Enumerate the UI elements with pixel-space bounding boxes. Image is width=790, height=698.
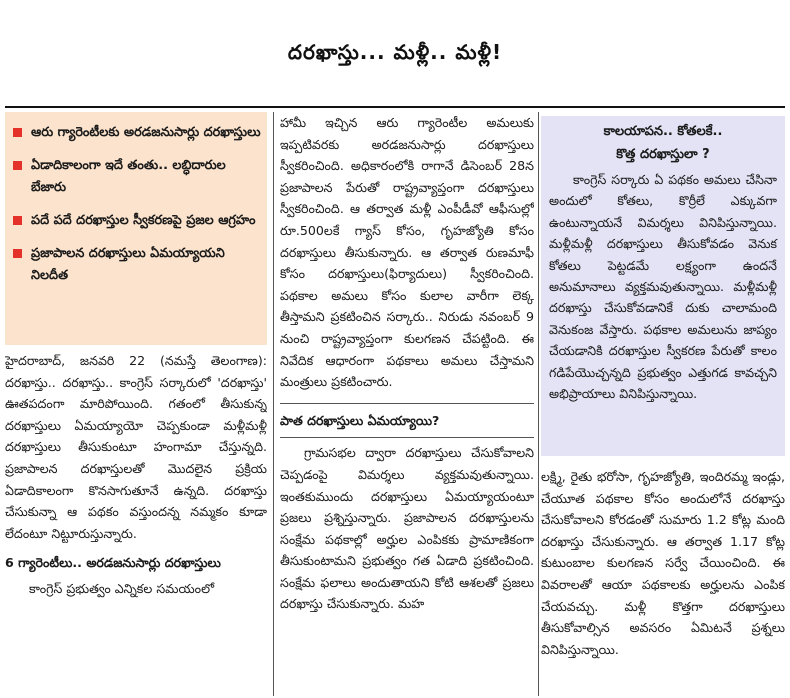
highlight-item: ప్రజాపాలన దరఖాస్తులు ఏమయ్యాయని నిలదీత xyxy=(13,243,261,287)
highlights-list xyxy=(5,122,267,287)
headline-rule xyxy=(5,106,785,108)
column-divider xyxy=(273,112,274,696)
square-bullet-icon xyxy=(13,216,22,225)
highlight-item: ఏడాదికాలంగా ఇదే తంతు.. లబ్ధిదారుల బేజారు xyxy=(13,155,261,199)
highlights-box xyxy=(5,112,267,345)
paragraph: గ్రామసభల ద్వారా దరఖాస్తులు చేసుకోవాలని చెప్పడంపై విమర్శలు వ్యక్తమవుతున్నాయి. ఇంతకుముందు దరఖాస్తులు ఏమయ్యాయంటూ ప్రజలు ప్రశ్నిస్తున్నారు. ప్రజాపాలన దరఖాస్తులను సంక్షేమ పథకాల్లో అర్హుల ఎంపికకు ప్రామాణికంగా తీసుకుంటామని ప్రభుత్వం గత ఏడాది ప్రకటించింది. సంక్షేమ ఫలాలు అందుతాయని కోటి ఆశలతో ప్రజలు దరఖాస్తు చేసుకున్నారు. మహ xyxy=(280,437,534,615)
sidebar-subtitle: కొత్త దరఖాస్తులా ? xyxy=(616,147,710,162)
headline: దరఖాస్తు... మళ్లీ.. మళ్లీ! xyxy=(287,39,503,64)
highlight-item: పదే పదే దరఖాస్తుల స్వీకరణపై ప్రజల ఆగ్రహం xyxy=(13,210,261,232)
column-divider xyxy=(538,112,539,696)
sidebar-title: కాలయాపన.. కోతలకే.. xyxy=(603,124,723,139)
sidebar-body: కాంగ్రెస్ సర్కారు ఏ పథకం అమలు చేసినా అందులో కోతలు, కొర్రీలే ఎక్కువగా ఉంటున్నాయనే విమర్శలు వినిపిస్తున్నాయి. మళ్లీమళ్లీ దరఖాస్తులు తీసుకోవడం వెనుక కోతలు పెట్టడమే లక్ష్యంగా ఉందనే అనుమానాలు వ్యక్తమవుతున్నాయి. మళ్లీమళ్లీ దరఖాస్తు చేసుకోవడానికే దుకు చాలామంది వెనుకంజ వేస్తారు. పథకాల అమలును జాప్యం చేయడానికి దరఖాస్తుల స్వీకరణ పేరుతో కాలం గడిపేయొచ్చన్నది ప్రభుత్వం ఎత్తుగడ కావచ్చని అభిప్రాయాలు వినిపిస్తున్నాయి. xyxy=(549,172,777,402)
square-bullet-icon xyxy=(13,161,22,170)
paragraph: హామీ ఇచ్చిన ఆరు గ్యారెంటీల అమలుకు ఇప్పటివరకు అరడజనుసార్లు దరఖాస్తులు స్వీకరించింది. అధికారంలోకి రాగానే డిసెంబర్ 28న ప్రజాపాలన పేరుతో రాష్ట్రవ్యాప్తంగా దరఖాస్తులు స్వీకరించింది. ఆ తర్వాత మళ్లీ ఎంపీడీవో ఆఫీసుల్లో రూ.500లకే గ్యాస్ కోసం, గృహజ్యోతి కోసం దరఖాస్తులు తీసుకున్నారు. ఆ తర్వాత రుణమాఫీ కోసం దరఖాస్తులు(ఫిర్యాదులు) స్వీకరించింది. పథకాల అమలు కోసం కులాల వారీగా లెక్క తీస్తామని ప్రకటించిన సర్కారు.. నిరుడు నవంబర్ 9 నుంచి రాష్ట్రవ్యాప్తంగా కులగణన చేపట్టింది. ఈ నివేదిక ఆధారంగా పథకాలు అమలు చేస్తామని మంత్రులు ప్రకటించారు. xyxy=(280,115,534,390)
column-2 xyxy=(280,112,534,698)
square-bullet-icon xyxy=(13,128,22,137)
sidebar-box xyxy=(541,116,785,456)
highlight-item: ఆరు గ్యారెంటీలకు అరడజనుసార్లు దరఖాస్తులు xyxy=(13,122,261,144)
subheading-guarantees: 6 గ్యారెంటీలు.. అరడజనుసార్లు దరఖాస్తులు xyxy=(5,555,221,571)
paragraph: లక్ష్మి, రైతు భరోసా, గృహజ్యోతి, ఇందిరమ్మ ఇండ్లు, చేయూత పథకాల కోసం అందులోనే దరఖాస్తు చేసుకోవాలని కోరడంతో సుమారు 1.2 కోట్ల మంది దరఖాస్తు చేసుకున్నారు. ఆ తర్వాత 1.17 కోట్ల కుటుంబాల కులగణన సర్వే చేయించింది. ఈ వివరాలతో ఆయా పథకాలకు అర్హులను ఎంపిక చేయవచ్చు. మళ్లీ కొత్తగా దరఖాస్తులు తీసుకోవాల్సిన అవసరం ఏమిటనే ప్రశ్నలు వినిపిస్తున్నాయి. xyxy=(541,469,785,657)
lead-paragraph: హైదరాబాద్, జనవరి 22 (నమస్తే తెలంగాణ): దరఖాస్తు.. దరఖాస్తు.. కాంగ్రెస్ సర్కారులో 'దరఖాస్తు' ఊతపదంగా మారిపోయింది. గతంలో తీసుకున్న దరఖాస్తులు ఏమయ్యాయో చెప్పకుండా మళ్లీమళ్లీ దరఖాస్తులు తీసుకుంటూ హంగామా చేస్తున్నది. ప్రజాపాలన దరఖాస్తులతో మొదలైన ప్రక్రియ ఏడాదికాలంగా కొనసాగుతూనే ఉన్నది. దరఖాస్తు చేసుకున్నా ఆ పథకం వస్తుందన్న నమ్మకం కూడా లేదంటూ నిట్టూరుస్తున్నారు. xyxy=(5,353,267,541)
column-1 xyxy=(5,350,267,696)
square-bullet-icon xyxy=(13,249,22,258)
paragraph: కాంగ్రెస్ ప్రభుత్వం ఎన్నికల సమయంలో xyxy=(29,580,215,596)
column-3 xyxy=(541,466,785,696)
subheading-old-applications: పాత దరఖాస్తులు ఏమయ్యాయి? xyxy=(280,403,534,432)
